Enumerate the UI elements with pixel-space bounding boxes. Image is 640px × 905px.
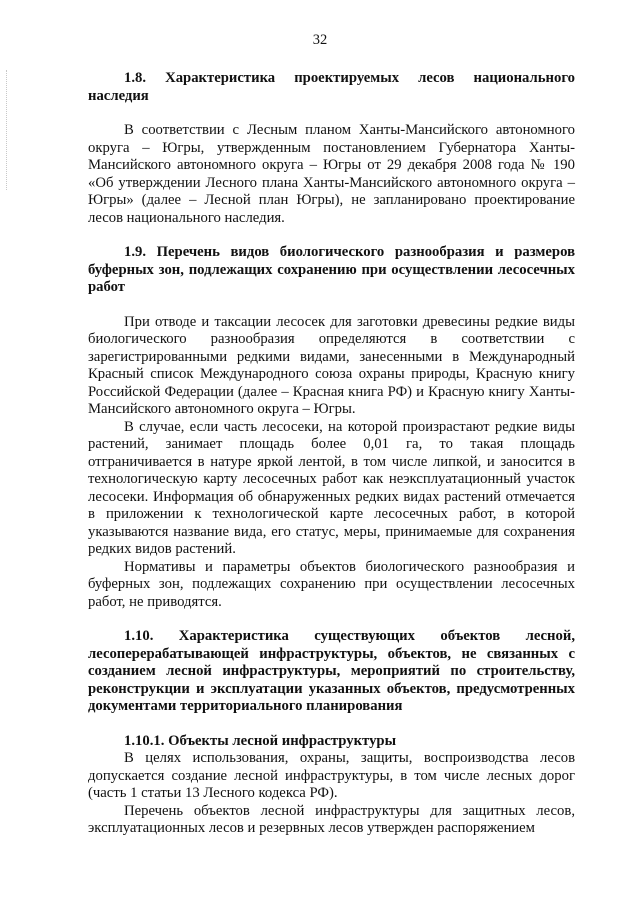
section-heading-1-10: 1.10. Характеристика существующих объектов лесной, лесоперерабатывающей инфраструктуры, объектов, не связанных с созданием лесной инфраструктуры, мероприятий по строительству, реконструкции и эксплуатации указанных объектов, предусмотренных документами территориального планирования: [88, 628, 575, 714]
scan-margin-line: [6, 70, 7, 190]
paragraph-1-9-2: В случае, если часть лесосеки, на которой произрастают редкие виды растений, занимает площадь более 0,01 га, то такая площадь отграничивается в натуре яркой лентой, в том числе липкой, и заносится в технологическую карту лесосечных работ как неэксплуатационный участок лесосеки. Информация об обнаруженных редких видах растений отмечается в приложении к технологической карте лесосечных работ, в которой указываются название вида, его статус, меры, принимаемые для сохранения редких видов растений.: [88, 418, 575, 557]
page-number: 32: [312, 32, 328, 48]
paragraph-1-10-1-1: В целях использования, охраны, защиты, воспроизводства лесов допускается создание лесной инфраструктуры, в том числе лесных дорог (часть 1 статьи 13 Лесного кодекса РФ).: [88, 750, 575, 801]
paragraph-1-8: В соответствии с Лесным планом Ханты-Мансийского автономного округа – Югры, утвержденным постановлением Губернатора Ханты-Мансийского автономного округа – Югры от 29 декабря 2008 года № 190 «Об утверждении Лесного плана Ханты-Мансийского автономного округа – Югры» (далее – Лесной план Югры), не запланировано проектирование лесов национального наследия.: [88, 122, 575, 226]
section-heading-1-9: 1.9. Перечень видов биологического разнообразия и размеров буферных зон, подлежащих сохранению при осуществлении лесосечных работ: [88, 244, 575, 295]
paragraph-1-10-1-2: Перечень объектов лесной инфраструктуры для защитных лесов, эксплуатационных лесов и резервных лесов утвержден распоряжением: [88, 802, 575, 836]
paragraph-1-9-3: Нормативы и параметры объектов биологического разнообразия и буферных зон, подлежащих сохранению при осуществлении лесосечных работ, не приводятся.: [88, 558, 575, 610]
section-heading-1-10-1: 1.10.1. Объекты лесной инфраструктуры: [124, 732, 397, 749]
document-body: [88, 70, 575, 838]
paragraph-1-9-1: При отводе и таксации лесосек для заготовки древесины редкие виды биологического разнообразия определяются в соответствии с зарегистрированными редкими видами, занесенными в Международный Красный список Международного союза охраны природы, Красную книгу Российской Федерации (далее – Красная книга РФ) и Красную книгу Ханты-Мансийского автономного округа – Югры.: [88, 313, 575, 417]
section-heading-1-8: 1.8. Характеристика проектируемых лесов национального наследия: [88, 70, 575, 104]
